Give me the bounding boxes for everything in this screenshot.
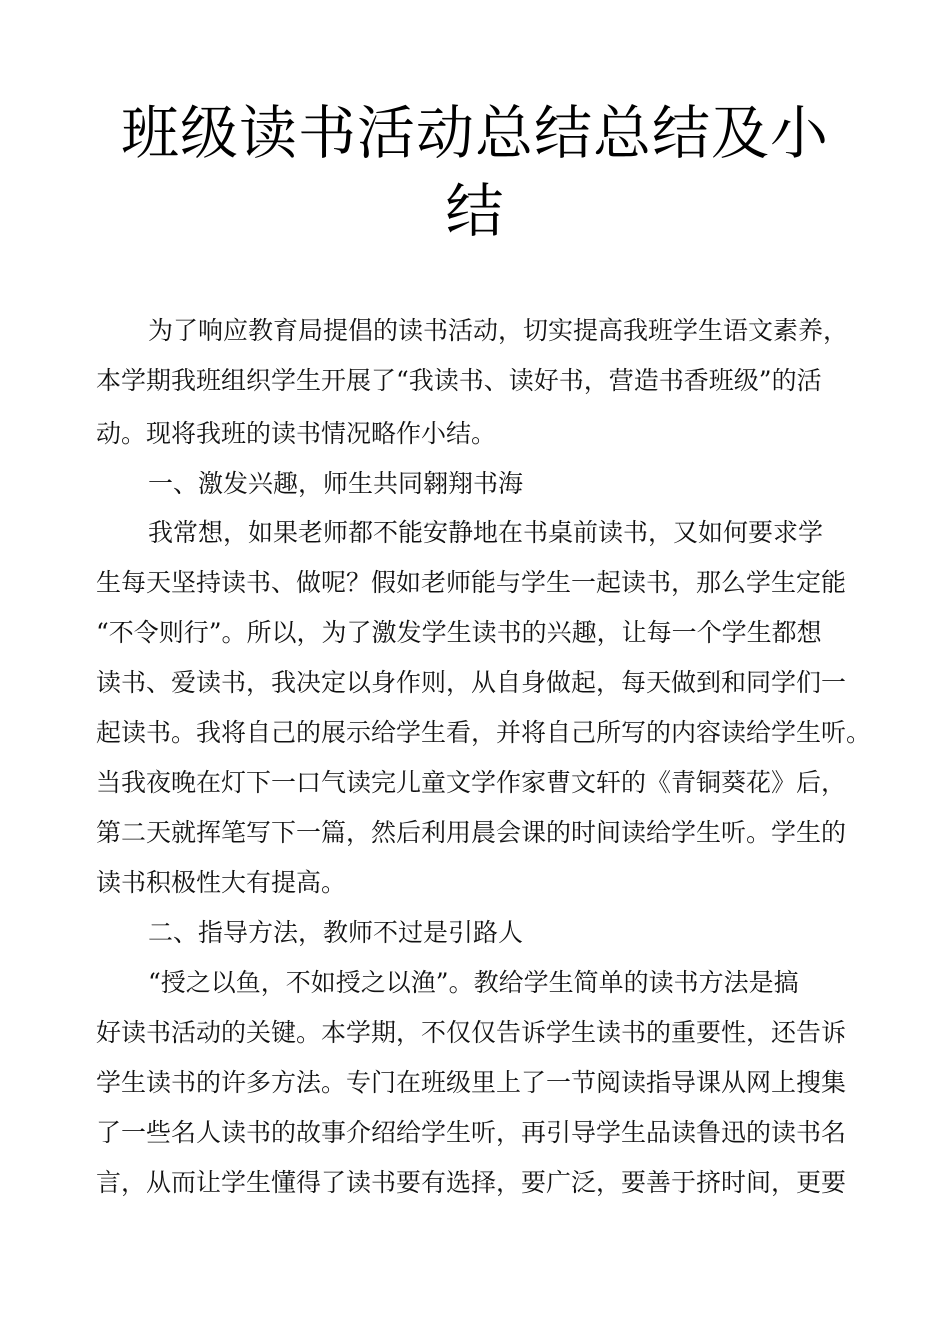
- paragraph-2-line-2: 生每天坚持读书、做呢？假如老师能与学生一起读书，那么学生定能: [96, 568, 847, 597]
- paragraph-2-line-7: 第二天就挥笔写下一篇，然后利用晨会课的时间读给学生听。学生的: [96, 818, 847, 847]
- paragraph-3-line-4: 了一些名人读书的故事介绍给学生听，再引导学生品读鲁迅的读书名: [96, 1118, 847, 1147]
- paragraph-3-line-2: 好读书活动的关键。本学期，不仅仅告诉学生读书的重要性，还告诉: [96, 1018, 847, 1047]
- paragraph-1-line-3: 动。现将我班的读书情况略作小结。: [96, 419, 497, 448]
- paragraph-2-line-8: 读书积极性大有提高。: [96, 868, 347, 897]
- paragraph-3-line-5: 言，从而让学生懂得了读书要有选择，要广泛，要善于挤时间，更要: [96, 1168, 847, 1197]
- paragraph-2-line-4: 读书、爱读书，我决定以身作则，从自身做起，每天做到和同学们一: [96, 668, 847, 697]
- paragraph-1-line-2: 本学期我班组织学生开展了“我读书、读好书，营造书香班级”的活: [96, 366, 822, 395]
- paragraph-3-line-3: 学生读书的许多方法。专门在班级里上了一节阅读指导课从网上搜集: [96, 1068, 847, 1097]
- paragraph-2-line-3: “不令则行”。所以，为了激发学生读书的兴趣，让每一个学生都想: [96, 618, 822, 647]
- section-heading-1: 一、激发兴趣，师生共同翱翔书海: [148, 469, 524, 498]
- section-heading-2: 二、指导方法，教师不过是引路人: [148, 918, 524, 947]
- paragraph-2-line-1: 我常想，如果老师都不能安静地在书桌前读书，又如何要求学: [148, 518, 824, 547]
- paragraph-2-line-6: 当我夜晚在灯下一口气读完儿童文学作家曹文轩的《青铜葵花》后，: [96, 768, 847, 797]
- document-title-line-1: 班级读书活动总结总结及小: [120, 99, 829, 167]
- document-title-line-2: 结: [445, 177, 505, 245]
- paragraph-1-line-1: 为了响应教育局提倡的读书活动，切实提高我班学生语文素养，: [148, 316, 849, 345]
- paragraph-3-line-1: “授之以鱼，不如授之以渔”。教给学生简单的读书方法是搞: [148, 968, 799, 997]
- paragraph-2-line-5: 起读书。我将自己的展示给学生看，并将自己所写的内容读给学生听。: [96, 718, 872, 747]
